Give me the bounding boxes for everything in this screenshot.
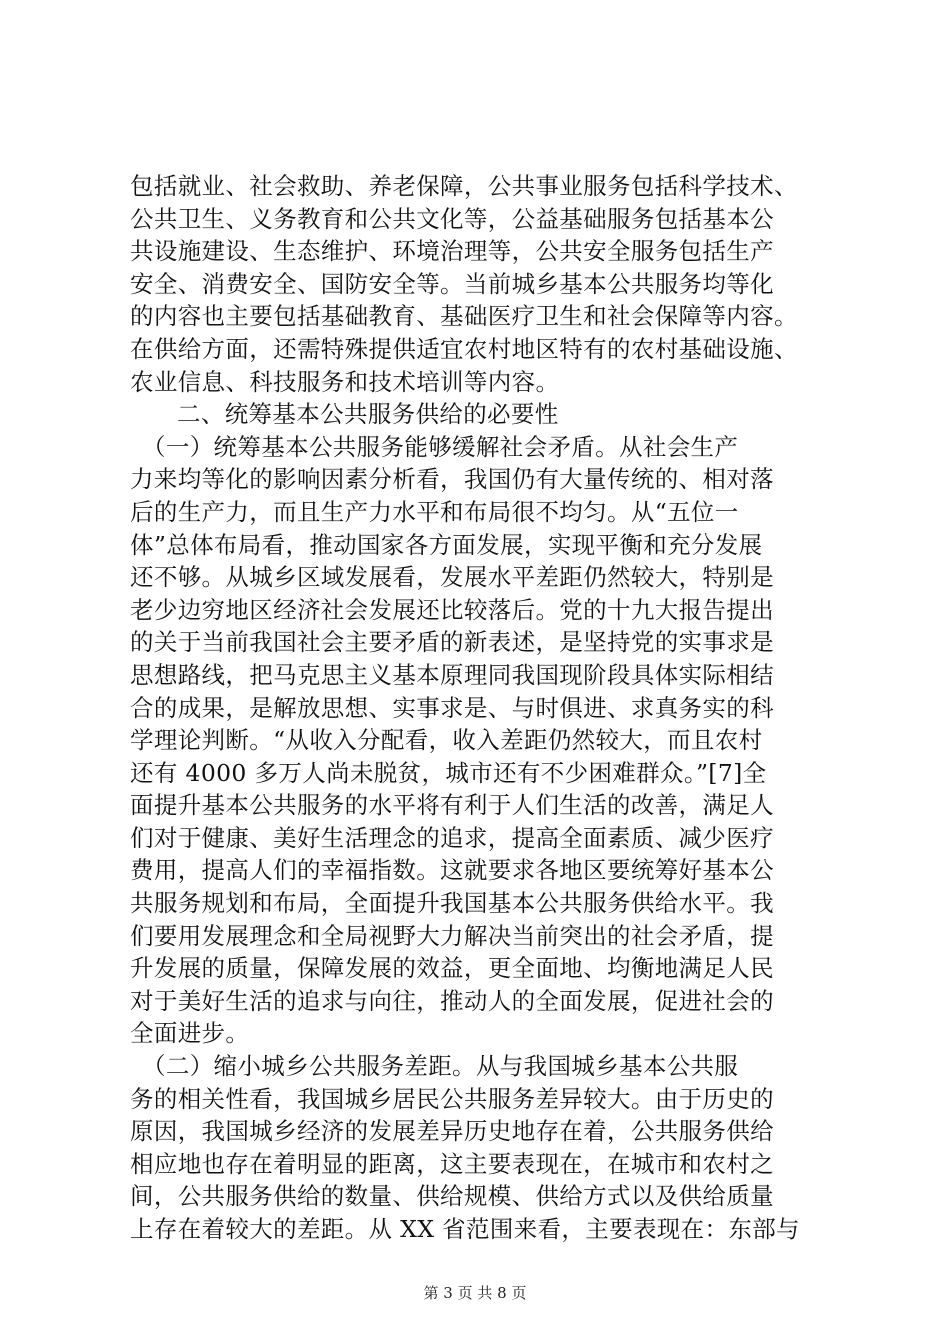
text-line: 们对于健康、美好生活理念的追求，提高全面素质、减少医疗 <box>130 823 774 852</box>
text-line: 共服务规划和布局，全面提升我国基本公共服务供给水平。我 <box>130 889 774 918</box>
text-line: 的关于当前我国社会主要矛盾的新表述，是坚持党的实事求是 <box>130 628 774 657</box>
text-line: 在供给方面，还需特殊提供适宜农村地区特有的农村基础设施、 <box>130 334 798 363</box>
text-line: 务的相关性看，我国城乡居民公共服务差异较大。由于历史的 <box>130 1084 774 1113</box>
text-line: 力来均等化的影响因素分析看，我国仍有大量传统的、相对落 <box>130 465 774 494</box>
text-line: 共设施建设、生态维护、环境治理等，公共安全服务包括生产 <box>130 237 774 266</box>
text-line: 后的生产力，而且生产力水平和布局很不均匀。从“五位一 <box>130 497 739 526</box>
body-text <box>130 170 830 1246</box>
text-line: 农业信息、科技服务和技术培训等内容。 <box>130 367 560 396</box>
text-line: 上存在着较大的差距。从 XX 省范围来看，主要表现在：东部与 <box>130 1215 800 1243</box>
text-line: 间，公共服务供给的数量、供给规模、供给方式以及供给质量 <box>130 1182 774 1211</box>
text-line: 思想路线，把马克思主义基本原理同我国现阶段具体实际相结 <box>130 660 774 689</box>
text-line: 安全、消费安全、国防安全等。当前城乡基本公共服务均等化 <box>130 269 774 298</box>
text-line: 学理论判断。“从收入分配看，收入差距仍然较大，而且农村 <box>130 726 763 755</box>
page-footer: 第 3 页 共 8 页 <box>423 1284 527 1302</box>
text-line: 们要用发展理念和全局视野大力解决当前突出的社会矛盾，提 <box>130 921 774 950</box>
text-line: 的内容也主要包括基础教育、基础医疗卫生和社会保障等内容。 <box>130 302 798 331</box>
text-line: 对于美好生活的追求与向往，推动人的全面发展，促进社会的 <box>130 986 774 1015</box>
paragraph-first-line: （一）统筹基本公共服务能够缓解社会矛盾。从社会生产 <box>142 432 739 461</box>
text-line: 公共卫生、义务教育和公共文化等，公益基础服务包括基本公 <box>130 204 774 233</box>
text-line: 老少边穷地区经济社会发展还比较落后。党的十九大报告提出 <box>130 595 774 624</box>
paragraph-first-line: （二）缩小城乡公共服务差距。从与我国城乡基本公共服 <box>142 1052 739 1081</box>
text-line: 体”总体布局看，推动国家各方面发展，实现平衡和充分发展 <box>130 530 763 559</box>
text-line: 包括就业、社会救助、养老保障，公共事业服务包括科学技术、 <box>130 172 798 200</box>
section-heading: 二、统筹基本公共服务供给的必要性 <box>177 400 559 429</box>
text-line: 还不够。从城乡区域发展看，发展水平差距仍然较大，特别是 <box>130 563 774 592</box>
text-line: 原因，我国城乡经济的发展差异历史地存在着，公共服务供给 <box>130 1117 774 1146</box>
text-line: 费用，提高人们的幸福指数。这就要求各地区要统筹好基本公 <box>130 856 774 885</box>
text-line: 合的成果，是解放思想、实事求是、与时俱进、求真务实的科 <box>130 693 774 722</box>
text-line: 升发展的质量，保障发展的效益，更全面地、均衡地满足人民 <box>130 954 774 983</box>
text-line: 还有 4000 多万人尚未脱贫，城市还有不少困难群众。”[7]全 <box>130 758 767 787</box>
text-line: 全面进步。 <box>130 1019 250 1048</box>
text-line: 相应地也存在着明显的距离，这主要表现在，在城市和农村之 <box>130 1149 774 1178</box>
text-line: 面提升基本公共服务的水平将有利于人们生活的改善，满足人 <box>130 791 774 820</box>
